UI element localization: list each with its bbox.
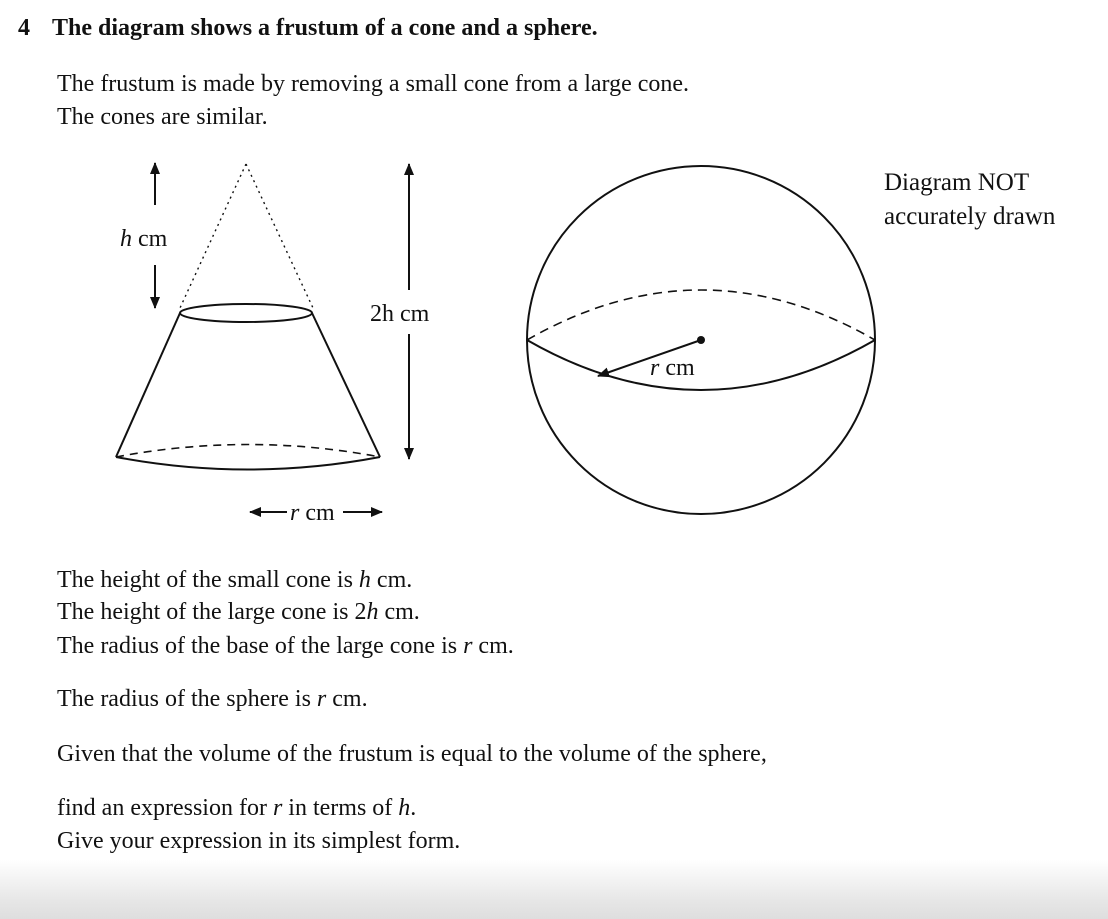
intro-line-1: The frustum is made by removing a small cone from a large cone. [57, 71, 690, 97]
intro-line-2: The cones are similar. [57, 104, 268, 130]
small-height-label: h cm [120, 226, 168, 252]
sphere-equator-back [527, 290, 875, 340]
diagram-note-line-1: Diagram NOT [884, 169, 1030, 196]
fact-small-cone-height: The height of the small cone is h cm. [57, 567, 413, 593]
frustum-side-right [312, 313, 380, 457]
task-find: find an expression for r in terms of h. [57, 795, 417, 821]
frustum-base-back [116, 445, 380, 458]
bottom-shadow [0, 860, 1108, 919]
sphere-radius-label: r cm [650, 355, 695, 381]
task-given: Given that the volume of the frustum is equal to the volume of the sphere, [57, 741, 767, 767]
small-cone-edge-left [180, 164, 246, 308]
sphere-equator-front [527, 340, 875, 390]
cone-frustum-figure [116, 163, 430, 526]
task-simplest-form: Give your expression in its simplest form. [57, 828, 461, 854]
question-title: The diagram shows a frustum of a cone and a sphere. [52, 15, 598, 41]
frustum-top-ellipse [180, 304, 312, 322]
question-number: 4 [18, 15, 30, 41]
small-cone-edge-right [246, 164, 313, 308]
fact-large-cone-radius: The radius of the base of the large cone is r cm. [57, 633, 514, 659]
fact-sphere-radius: The radius of the sphere is r cm. [57, 686, 368, 712]
cone-radius-label: r cm [290, 500, 335, 526]
frustum-base-front [116, 457, 380, 470]
sphere-figure [527, 166, 875, 514]
large-height-label: 2h cm [370, 301, 430, 327]
frustum-side-left [116, 313, 180, 457]
fact-large-cone-height: The height of the large cone is 2h cm. [57, 599, 420, 625]
diagram-note-line-2: accurately drawn [884, 203, 1056, 230]
